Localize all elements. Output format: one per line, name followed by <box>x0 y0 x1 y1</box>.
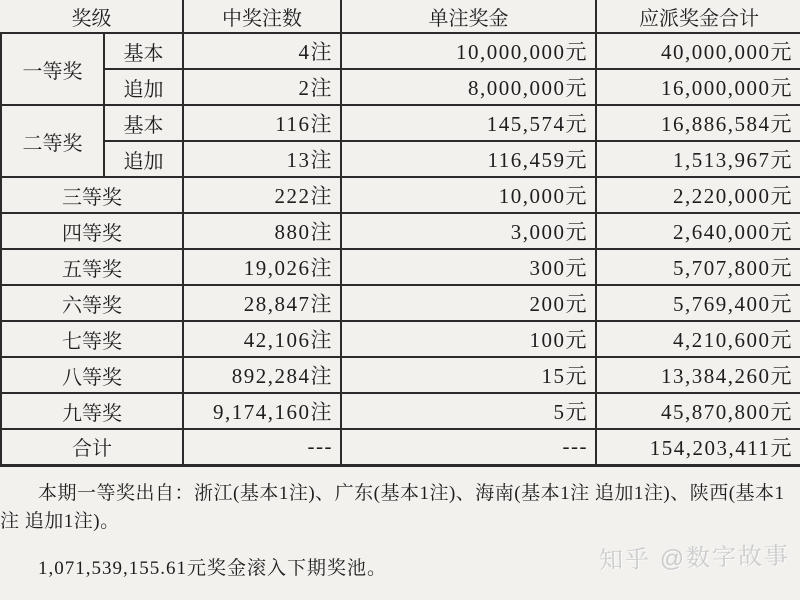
cell-prize-per-bet: 15元 <box>341 357 596 393</box>
table-row-second-prize-basic <box>1 105 800 141</box>
cell-win-count: 28,847注 <box>183 285 341 321</box>
cell-win-count: 892,284注 <box>183 357 341 393</box>
cell-total-payout: 16,886,584元 <box>596 105 800 141</box>
cell-win-count: 880注 <box>183 213 341 249</box>
cell-prize-level: 四等奖 <box>1 213 183 249</box>
cell-prize-level: 二等奖 <box>1 105 104 177</box>
cell-prize-per-bet: 5元 <box>341 393 596 429</box>
cell-total-payout: 5,769,400元 <box>596 285 800 321</box>
table-row-eighth-prize <box>1 357 800 393</box>
cell-sub-type: 追加 <box>104 69 183 105</box>
table-row-fifth-prize <box>1 249 800 285</box>
cell-win-count: 222注 <box>183 177 341 213</box>
cell-total-payout: 40,000,000元 <box>596 33 800 69</box>
cell-prize-per-bet: 116,459元 <box>341 141 596 177</box>
header-prize-per-bet: 单注奖金 <box>341 0 596 33</box>
cell-prize-per-bet: 200元 <box>341 285 596 321</box>
cell-win-count: 4注 <box>183 33 341 69</box>
cell-prize-level: 八等奖 <box>1 357 183 393</box>
table-row-total <box>1 429 800 465</box>
cell-sub-type: 基本 <box>104 105 183 141</box>
cell-prize-per-bet: --- <box>341 429 596 465</box>
cell-prize-per-bet: 8,000,000元 <box>341 69 596 105</box>
cell-prize-level: 一等奖 <box>1 33 104 105</box>
note-first-prize-origin: 本期一等奖出自：浙江(基本1注)、广东(基本1注)、海南(基本1注 追加1注)、陕西(基本1注 追加1注)。 <box>0 482 785 533</box>
cell-prize-level: 七等奖 <box>1 321 183 357</box>
cell-prize-per-bet: 145,574元 <box>341 105 596 141</box>
cell-total-payout: 2,640,000元 <box>596 213 800 249</box>
table-row-ninth-prize <box>1 393 800 429</box>
table-row-third-prize <box>1 177 800 213</box>
cell-total-payout: 13,384,260元 <box>596 357 800 393</box>
cell-prize-per-bet: 10,000元 <box>341 177 596 213</box>
table-row-seventh-prize <box>1 321 800 357</box>
cell-total-payout: 5,707,800元 <box>596 249 800 285</box>
header-total-payout: 应派奖金合计 <box>596 0 800 33</box>
cell-total-payout: 4,210,600元 <box>596 321 800 357</box>
cell-total-payout: 45,870,800元 <box>596 393 800 429</box>
cell-total-payout: 154,203,411元 <box>596 429 800 465</box>
table-row-second-prize-additional <box>1 141 800 177</box>
cell-win-count: 19,026注 <box>183 249 341 285</box>
cell-total-payout: 2,220,000元 <box>596 177 800 213</box>
cell-sub-type: 基本 <box>104 33 183 69</box>
header-prize-level: 奖级 <box>1 0 183 33</box>
cell-win-count: 13注 <box>183 141 341 177</box>
cell-prize-per-bet: 10,000,000元 <box>341 33 596 69</box>
cell-prize-per-bet: 3,000元 <box>341 213 596 249</box>
cell-prize-level: 六等奖 <box>1 285 183 321</box>
table-row-sixth-prize <box>1 285 800 321</box>
table-row-first-prize-additional <box>1 69 800 105</box>
cell-total-payout: 16,000,000元 <box>596 69 800 105</box>
cell-prize-per-bet: 300元 <box>341 249 596 285</box>
cell-win-count: 2注 <box>183 69 341 105</box>
cell-win-count: --- <box>183 429 341 465</box>
cell-total-payout: 1,513,967元 <box>596 141 800 177</box>
cell-prize-per-bet: 100元 <box>341 321 596 357</box>
zhihu-watermark: 知乎 @数字故事 <box>598 542 791 575</box>
cell-win-count: 9,174,160注 <box>183 393 341 429</box>
table-row-fourth-prize <box>1 213 800 249</box>
cell-sub-type: 追加 <box>104 141 183 177</box>
note-jackpot-rollover: 1,071,539,155.61元奖金滚入下期奖池。 <box>38 558 388 580</box>
cell-win-count: 42,106注 <box>183 321 341 357</box>
table-row-first-prize-basic <box>1 33 800 69</box>
cell-prize-level: 三等奖 <box>1 177 183 213</box>
cell-win-count: 116注 <box>183 105 341 141</box>
cell-prize-level: 九等奖 <box>1 393 183 429</box>
cell-prize-level: 五等奖 <box>1 249 183 285</box>
header-win-count: 中奖注数 <box>183 0 341 33</box>
cell-prize-level: 合计 <box>1 429 183 465</box>
header-row <box>1 0 800 33</box>
